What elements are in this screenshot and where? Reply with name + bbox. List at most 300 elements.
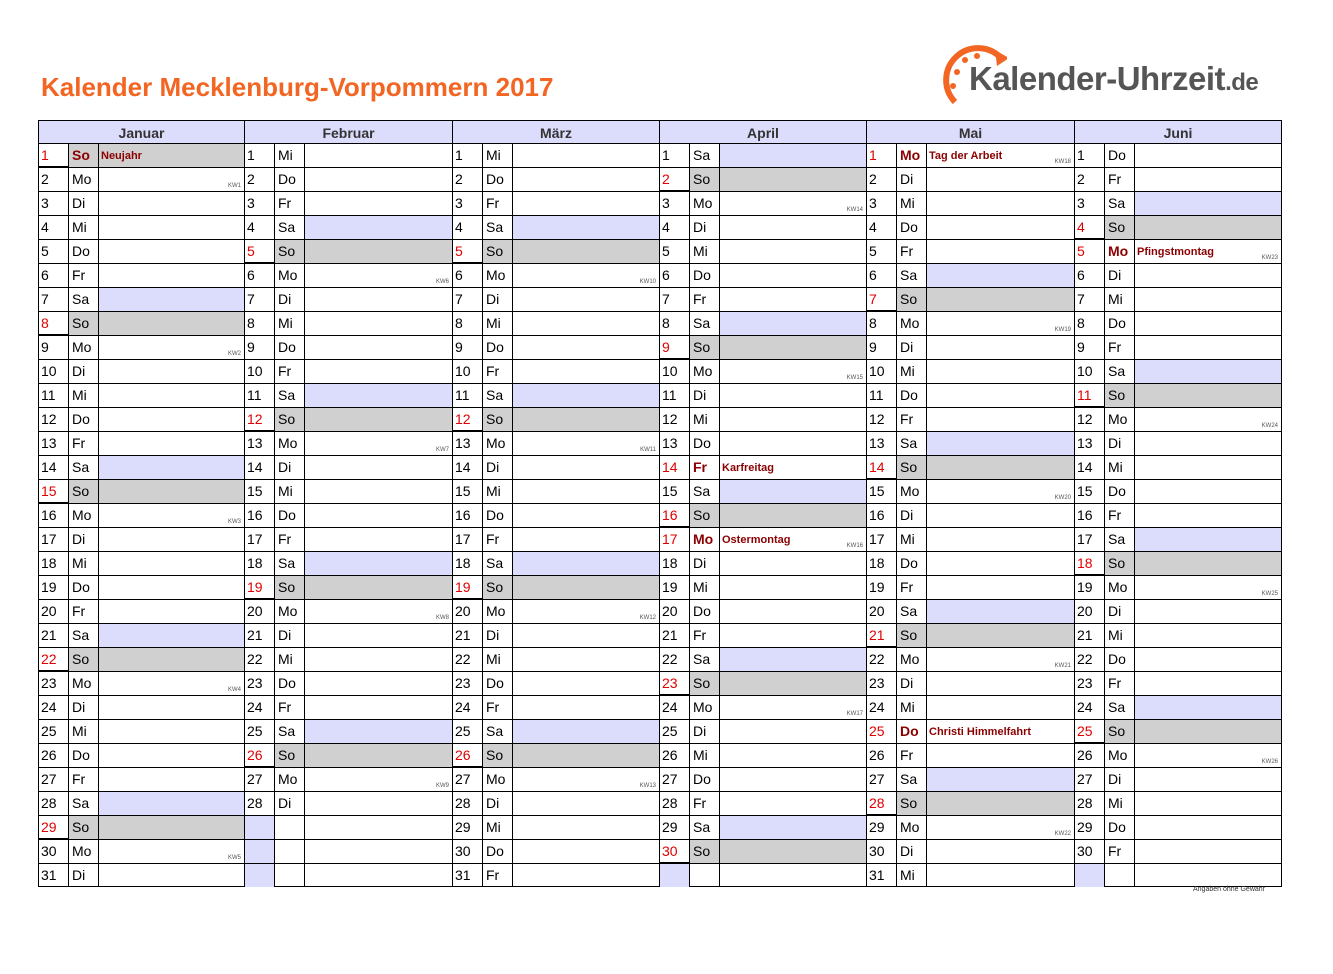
day-row[interactable] [867,456,1075,480]
day-row[interactable] [660,456,867,480]
day-notes[interactable] [927,504,1074,527]
day-notes[interactable] [305,504,452,527]
day-row[interactable] [453,384,660,408]
day-notes[interactable] [305,384,452,407]
day-notes[interactable] [513,600,659,623]
day-row[interactable] [38,864,245,887]
day-row[interactable] [1075,792,1282,816]
day-notes[interactable] [720,552,866,575]
day-notes[interactable] [927,792,1074,815]
day-notes[interactable] [720,144,866,167]
day-row[interactable] [867,360,1075,384]
day-row[interactable] [1075,624,1282,648]
day-notes[interactable] [1135,408,1281,431]
day-row[interactable] [867,744,1075,768]
day-row[interactable] [245,600,453,624]
day-row[interactable] [453,336,660,360]
day-row[interactable] [453,408,660,432]
day-notes[interactable] [927,144,1074,167]
day-row[interactable] [1075,336,1282,360]
day-row[interactable] [1075,840,1282,864]
day-notes[interactable] [720,192,866,215]
day-row[interactable] [38,696,245,720]
day-row[interactable] [38,528,245,552]
day-notes[interactable] [1135,480,1281,503]
day-notes[interactable] [513,696,659,719]
day-row[interactable] [38,312,245,336]
day-row[interactable] [660,528,867,552]
day-notes[interactable] [305,768,452,791]
day-notes[interactable] [1135,864,1281,887]
day-notes[interactable] [927,816,1074,839]
day-notes[interactable] [720,624,866,647]
day-notes[interactable] [513,312,659,335]
day-notes[interactable] [1135,648,1281,671]
day-notes[interactable] [305,864,452,887]
day-row[interactable] [453,600,660,624]
day-row[interactable] [453,624,660,648]
day-row[interactable] [867,792,1075,816]
day-notes[interactable] [720,696,866,719]
day-row[interactable] [38,648,245,672]
day-notes[interactable] [927,840,1074,863]
day-notes[interactable] [513,768,659,791]
day-row[interactable] [245,432,453,456]
day-notes[interactable] [513,432,659,455]
day-notes[interactable] [305,336,452,359]
day-notes[interactable] [720,456,866,479]
day-row[interactable] [1075,768,1282,792]
day-notes[interactable] [1135,672,1281,695]
day-notes[interactable] [305,192,452,215]
day-row[interactable] [867,144,1075,168]
day-row[interactable] [38,360,245,384]
day-notes[interactable] [720,408,866,431]
day-row[interactable] [660,696,867,720]
day-row[interactable] [453,528,660,552]
day-notes[interactable] [305,672,452,695]
day-row[interactable] [245,168,453,192]
day-row[interactable] [660,744,867,768]
day-row[interactable] [867,576,1075,600]
day-row[interactable] [1075,216,1282,240]
day-row[interactable] [1075,288,1282,312]
day-row[interactable] [660,168,867,192]
day-row[interactable] [867,408,1075,432]
day-row[interactable] [245,216,453,240]
day-notes[interactable] [513,648,659,671]
day-notes[interactable] [513,576,659,599]
day-row[interactable] [38,408,245,432]
day-row[interactable] [1075,816,1282,840]
day-row[interactable] [245,792,453,816]
day-row[interactable] [660,312,867,336]
day-notes[interactable] [1135,768,1281,791]
day-notes[interactable] [1135,312,1281,335]
day-row[interactable] [867,288,1075,312]
day-notes[interactable] [305,216,452,239]
day-notes[interactable] [927,192,1074,215]
day-notes[interactable] [927,768,1074,791]
day-notes[interactable] [927,408,1074,431]
day-row[interactable] [867,336,1075,360]
day-notes[interactable] [1135,288,1281,311]
day-row[interactable] [245,648,453,672]
day-notes[interactable] [927,384,1074,407]
day-row[interactable] [453,480,660,504]
day-notes[interactable] [513,384,659,407]
day-notes[interactable] [1135,336,1281,359]
day-notes[interactable] [513,192,659,215]
day-notes[interactable] [305,432,452,455]
day-row[interactable] [660,288,867,312]
day-notes[interactable] [305,264,452,287]
day-notes[interactable] [1135,840,1281,863]
day-row[interactable] [245,624,453,648]
day-notes[interactable] [99,384,244,407]
day-row[interactable] [245,840,453,864]
day-row[interactable] [245,144,453,168]
day-notes[interactable] [513,168,659,191]
day-notes[interactable] [720,312,866,335]
day-notes[interactable] [305,456,452,479]
day-notes[interactable] [927,456,1074,479]
day-row[interactable] [453,192,660,216]
day-notes[interactable] [99,408,244,431]
day-row[interactable] [660,480,867,504]
day-row[interactable] [453,264,660,288]
day-notes[interactable] [720,792,866,815]
day-row[interactable] [245,480,453,504]
day-row[interactable] [38,456,245,480]
day-row[interactable] [660,192,867,216]
day-row[interactable] [38,672,245,696]
day-notes[interactable] [927,216,1074,239]
day-row[interactable] [38,192,245,216]
day-notes[interactable] [513,816,659,839]
day-notes[interactable] [720,264,866,287]
day-row[interactable] [867,192,1075,216]
day-row[interactable] [38,336,245,360]
day-notes[interactable] [513,864,659,887]
day-row[interactable] [453,672,660,696]
day-row[interactable] [867,168,1075,192]
day-row[interactable] [245,696,453,720]
day-notes[interactable] [99,744,244,767]
day-notes[interactable] [305,240,452,263]
day-notes[interactable] [99,528,244,551]
day-row[interactable] [453,144,660,168]
day-row[interactable] [453,288,660,312]
day-notes[interactable] [927,312,1074,335]
day-notes[interactable] [1135,504,1281,527]
day-row[interactable] [867,432,1075,456]
day-notes[interactable] [99,264,244,287]
day-row[interactable] [660,840,867,864]
day-row[interactable] [38,552,245,576]
day-notes[interactable] [720,816,866,839]
day-notes[interactable] [99,576,244,599]
day-row[interactable] [38,168,245,192]
day-row[interactable] [1075,384,1282,408]
day-row[interactable] [38,600,245,624]
day-row[interactable] [867,264,1075,288]
day-notes[interactable] [513,504,659,527]
day-notes[interactable] [1135,456,1281,479]
day-notes[interactable] [1135,552,1281,575]
day-notes[interactable] [99,432,244,455]
day-notes[interactable] [1135,528,1281,551]
day-notes[interactable] [99,192,244,215]
day-row[interactable] [660,600,867,624]
day-row[interactable] [453,792,660,816]
logo[interactable] [935,38,1275,110]
day-row[interactable] [38,744,245,768]
day-notes[interactable] [513,528,659,551]
day-notes[interactable] [720,672,866,695]
day-row[interactable] [38,576,245,600]
day-notes[interactable] [1135,696,1281,719]
day-notes[interactable] [927,696,1074,719]
day-notes[interactable] [1135,576,1281,599]
day-notes[interactable] [99,672,244,695]
day-row[interactable] [1075,504,1282,528]
day-row[interactable] [867,528,1075,552]
day-notes[interactable] [720,840,866,863]
day-notes[interactable] [305,408,452,431]
day-row[interactable] [38,216,245,240]
day-notes[interactable] [1135,816,1281,839]
day-notes[interactable] [513,480,659,503]
day-row[interactable] [1075,528,1282,552]
day-notes[interactable] [99,720,244,743]
day-notes[interactable] [99,552,244,575]
day-notes[interactable] [927,360,1074,383]
day-row[interactable] [660,552,867,576]
day-notes[interactable] [99,864,244,887]
day-notes[interactable] [513,552,659,575]
day-row[interactable] [245,240,453,264]
day-row[interactable] [38,432,245,456]
day-row[interactable] [245,720,453,744]
day-notes[interactable] [99,168,244,191]
day-notes[interactable] [927,864,1074,887]
day-row[interactable] [867,216,1075,240]
day-row[interactable] [867,720,1075,744]
day-row[interactable] [245,744,453,768]
day-row[interactable] [453,504,660,528]
day-notes[interactable] [927,288,1074,311]
day-notes[interactable] [720,744,866,767]
day-row[interactable] [245,504,453,528]
day-row[interactable] [1075,144,1282,168]
day-notes[interactable] [1135,192,1281,215]
day-notes[interactable] [720,216,866,239]
day-row[interactable] [660,624,867,648]
day-row[interactable] [660,240,867,264]
day-row[interactable] [38,144,245,168]
day-row[interactable] [38,768,245,792]
day-notes[interactable] [513,408,659,431]
day-notes[interactable] [305,168,452,191]
day-notes[interactable] [927,432,1074,455]
day-row[interactable] [245,864,453,887]
day-row[interactable] [1075,672,1282,696]
day-row[interactable] [867,480,1075,504]
day-notes[interactable] [305,600,452,623]
day-notes[interactable] [720,504,866,527]
day-row[interactable] [453,552,660,576]
day-notes[interactable] [720,288,866,311]
day-notes[interactable] [305,624,452,647]
day-notes[interactable] [99,216,244,239]
day-row[interactable] [38,792,245,816]
day-row[interactable] [38,264,245,288]
day-row[interactable] [1075,408,1282,432]
day-notes[interactable] [1135,216,1281,239]
day-row[interactable] [660,648,867,672]
day-row[interactable] [867,600,1075,624]
day-notes[interactable] [720,432,866,455]
day-notes[interactable] [99,624,244,647]
day-notes[interactable] [513,336,659,359]
day-row[interactable] [1075,720,1282,744]
day-notes[interactable] [513,216,659,239]
day-row[interactable] [453,816,660,840]
day-row[interactable] [867,864,1075,887]
day-row[interactable] [453,168,660,192]
day-row[interactable] [867,624,1075,648]
day-notes[interactable] [305,528,452,551]
day-row[interactable] [660,576,867,600]
day-notes[interactable] [720,336,866,359]
day-notes[interactable] [513,144,659,167]
day-row[interactable] [660,792,867,816]
day-row[interactable] [867,552,1075,576]
day-row[interactable] [245,576,453,600]
day-notes[interactable] [927,552,1074,575]
day-row[interactable] [38,840,245,864]
day-row[interactable] [245,336,453,360]
day-row[interactable] [660,360,867,384]
day-notes[interactable] [99,360,244,383]
day-notes[interactable] [99,696,244,719]
day-notes[interactable] [1135,600,1281,623]
day-notes[interactable] [1135,168,1281,191]
day-notes[interactable] [927,648,1074,671]
day-notes[interactable] [927,336,1074,359]
day-notes[interactable] [720,720,866,743]
day-notes[interactable] [305,288,452,311]
day-notes[interactable] [1135,240,1281,263]
day-notes[interactable] [99,288,244,311]
day-notes[interactable] [927,480,1074,503]
day-row[interactable] [38,816,245,840]
day-notes[interactable] [99,840,244,863]
day-notes[interactable] [927,600,1074,623]
day-row[interactable] [867,816,1075,840]
day-row[interactable] [660,144,867,168]
day-row[interactable] [660,720,867,744]
day-notes[interactable] [720,384,866,407]
day-notes[interactable] [720,240,866,263]
day-row[interactable] [38,240,245,264]
day-row[interactable] [867,768,1075,792]
day-notes[interactable] [99,504,244,527]
day-row[interactable] [660,336,867,360]
day-notes[interactable] [99,480,244,503]
day-row[interactable] [1075,456,1282,480]
day-row[interactable] [867,840,1075,864]
day-notes[interactable] [99,456,244,479]
day-row[interactable] [38,720,245,744]
day-row[interactable] [1075,192,1282,216]
day-row[interactable] [453,744,660,768]
day-notes[interactable] [99,336,244,359]
day-row[interactable] [453,456,660,480]
day-notes[interactable] [1135,432,1281,455]
day-notes[interactable] [99,600,244,623]
day-row[interactable] [245,816,453,840]
day-row[interactable] [245,312,453,336]
day-row[interactable] [867,384,1075,408]
day-notes[interactable] [720,168,866,191]
day-row[interactable] [1075,480,1282,504]
day-notes[interactable] [927,672,1074,695]
day-row[interactable] [867,504,1075,528]
day-notes[interactable] [720,528,866,551]
day-row[interactable] [1075,432,1282,456]
day-row[interactable] [660,672,867,696]
day-row[interactable] [453,240,660,264]
day-row[interactable] [453,360,660,384]
day-notes[interactable] [305,744,452,767]
day-row[interactable] [867,648,1075,672]
day-notes[interactable] [305,360,452,383]
day-row[interactable] [1075,312,1282,336]
day-row[interactable] [245,528,453,552]
day-notes[interactable] [720,768,866,791]
day-notes[interactable] [1135,360,1281,383]
day-notes[interactable] [513,840,659,863]
day-notes[interactable] [305,480,452,503]
day-row[interactable] [1075,552,1282,576]
day-notes[interactable] [720,648,866,671]
day-row[interactable] [38,384,245,408]
day-notes[interactable] [1135,264,1281,287]
day-notes[interactable] [99,792,244,815]
day-notes[interactable] [99,312,244,335]
day-notes[interactable] [305,312,452,335]
day-notes[interactable] [99,816,244,839]
day-row[interactable] [660,264,867,288]
day-row[interactable] [453,312,660,336]
day-row[interactable] [1075,360,1282,384]
day-row[interactable] [245,768,453,792]
day-notes[interactable] [720,360,866,383]
day-row[interactable] [245,552,453,576]
day-notes[interactable] [927,576,1074,599]
day-row[interactable] [245,360,453,384]
day-notes[interactable] [720,600,866,623]
day-row[interactable] [245,408,453,432]
day-row[interactable] [1075,264,1282,288]
day-row[interactable] [660,408,867,432]
day-notes[interactable] [720,480,866,503]
day-row[interactable] [660,816,867,840]
day-notes[interactable] [305,792,452,815]
day-row[interactable] [453,696,660,720]
